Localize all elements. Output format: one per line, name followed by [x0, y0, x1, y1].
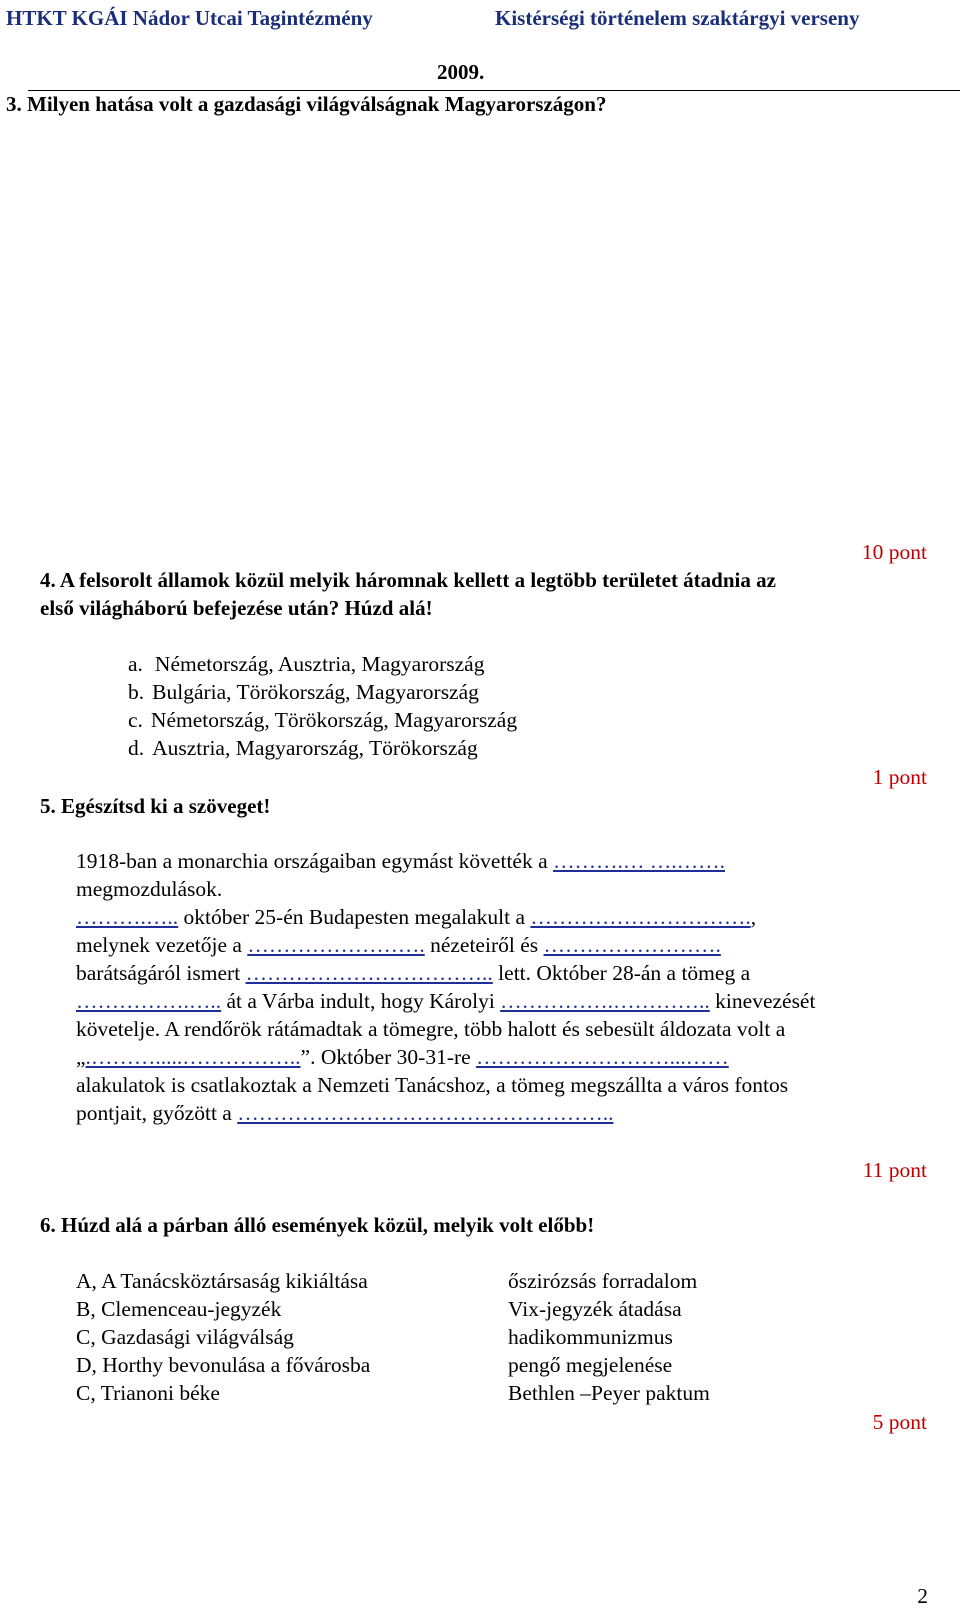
- option-letter: d.: [128, 736, 145, 760]
- option-a[interactable]: [128, 652, 484, 677]
- question-6-points: 5 pont: [872, 1410, 927, 1434]
- header-competition-name: Kistérségi történelem szaktárgyi verseny: [495, 6, 860, 30]
- q5-line-5: [76, 961, 750, 986]
- q5-text: alakulatok is csatlakoztak a Nemzeti Tanácshoz, a tömeg megszállta a város fontos: [76, 1073, 789, 1097]
- page-number: 2: [917, 1584, 928, 1608]
- q5-text: lett. Október 28-án a tömeg a: [492, 961, 751, 985]
- q5-text: 1918-ban a monarchia országaiban egymást követték a: [76, 849, 553, 873]
- fill-in-blank[interactable]: ……….… ….…….: [553, 849, 725, 873]
- header-divider: [28, 90, 960, 91]
- question-4-title-line2: első világháború befejezése után? Húzd alá!: [40, 596, 433, 620]
- pair-left-e[interactable]: C, Trianoni béke: [76, 1381, 220, 1405]
- pair-left-b[interactable]: B, Clemenceau-jegyzék: [76, 1297, 282, 1321]
- option-text: Németország, Ausztria, Magyarország: [154, 652, 485, 676]
- fill-in-blank[interactable]: …………….…………..: [500, 989, 710, 1013]
- question-3-points: 10 pont: [861, 540, 927, 564]
- pair-left-d[interactable]: D, Horthy bevonulása a fővárosba: [76, 1353, 371, 1377]
- header-school-name: HTKT KGÁI Nádor Utcai Tagintézmény: [6, 6, 373, 30]
- q5-text: barátságáról ismert: [76, 961, 246, 985]
- q5-text: ”. Október 30-31-re: [300, 1045, 477, 1069]
- fill-in-blank[interactable]: .……….....……………..: [85, 1045, 301, 1069]
- option-text: Bulgária, Törökország, Magyarország: [152, 680, 479, 704]
- pair-right-b[interactable]: Vix-jegyzék átadása: [508, 1297, 682, 1321]
- question-5-points: 11 pont: [862, 1158, 927, 1182]
- pair-left-c[interactable]: C, Gazdasági világválság: [76, 1325, 294, 1349]
- q5-line-10: [76, 1101, 613, 1126]
- question-4-title-line1: 4. A felsorolt államok közül melyik háromnak kellett a legtöbb területet átadnia az: [40, 568, 776, 592]
- q5-text: nézeteiről és: [424, 933, 544, 957]
- pair-right-a[interactable]: őszirózsás forradalom: [508, 1269, 698, 1293]
- option-text: Németország, Törökország, Magyarország: [150, 708, 518, 732]
- option-c[interactable]: [128, 708, 517, 733]
- option-d[interactable]: [128, 736, 478, 761]
- fill-in-blank[interactable]: ……………………………..: [245, 961, 493, 985]
- q5-line-1: [76, 849, 725, 874]
- q5-text: át a Várba indult, hogy Károlyi: [221, 989, 501, 1013]
- fill-in-blank[interactable]: ………………………….: [530, 905, 751, 929]
- q5-text: „: [76, 1045, 86, 1069]
- fill-in-blank[interactable]: …………………….: [247, 933, 425, 957]
- option-letter: b.: [128, 680, 145, 704]
- question-5-title: 5. Egészítsd ki a szöveget!: [40, 794, 271, 818]
- option-letter: c.: [128, 708, 143, 732]
- pair-right-d[interactable]: pengő megjelenése: [508, 1353, 673, 1377]
- q5-line-3: [76, 905, 756, 930]
- header-year: 2009.: [437, 60, 485, 84]
- q5-text: október 25-én Budapesten megalakult a: [178, 905, 531, 929]
- q5-text: követelje. A rendőrök rátámadtak a tömegre, több halott és sebesült áldozata volt a: [76, 1017, 786, 1041]
- q5-text: pontjait, győzött a: [76, 1101, 238, 1125]
- q5-line-9: [76, 1073, 788, 1098]
- pair-right-e[interactable]: Bethlen –Peyer paktum: [508, 1381, 710, 1405]
- q5-text: megmozdulások.: [76, 877, 223, 901]
- fill-in-blank[interactable]: ……………………………………………..: [237, 1101, 614, 1125]
- question-3-title: 3. Milyen hatása volt a gazdasági világválságnak Magyarországon?: [6, 92, 607, 116]
- pair-right-c[interactable]: hadikommunizmus: [508, 1325, 673, 1349]
- option-b[interactable]: [128, 680, 479, 705]
- q5-line-2: [76, 877, 222, 902]
- q5-text: ,: [750, 905, 757, 929]
- option-text: Ausztria, Magyarország, Törökország: [152, 736, 478, 760]
- fill-in-blank[interactable]: …………….…..: [76, 989, 222, 1013]
- q5-line-8: [76, 1045, 729, 1070]
- q5-text: melynek vezetője a: [76, 933, 248, 957]
- q5-line-6: [76, 989, 815, 1014]
- question-4-points: 1 pont: [872, 765, 927, 789]
- q5-line-7: [76, 1017, 785, 1042]
- fill-in-blank[interactable]: …………………….: [543, 933, 721, 957]
- pair-left-a[interactable]: A, A Tanácsköztársaság kikiáltása: [76, 1269, 368, 1293]
- fill-in-blank[interactable]: ……….…..: [76, 905, 179, 929]
- q5-line-4: [76, 933, 721, 958]
- fill-in-blank[interactable]: ………………………...……: [476, 1045, 729, 1069]
- question-6-title: 6. Húzd alá a párban álló események közül, melyik volt előbb!: [40, 1213, 595, 1237]
- q5-text: kinevezését: [709, 989, 816, 1013]
- option-letter: a.: [128, 652, 143, 676]
